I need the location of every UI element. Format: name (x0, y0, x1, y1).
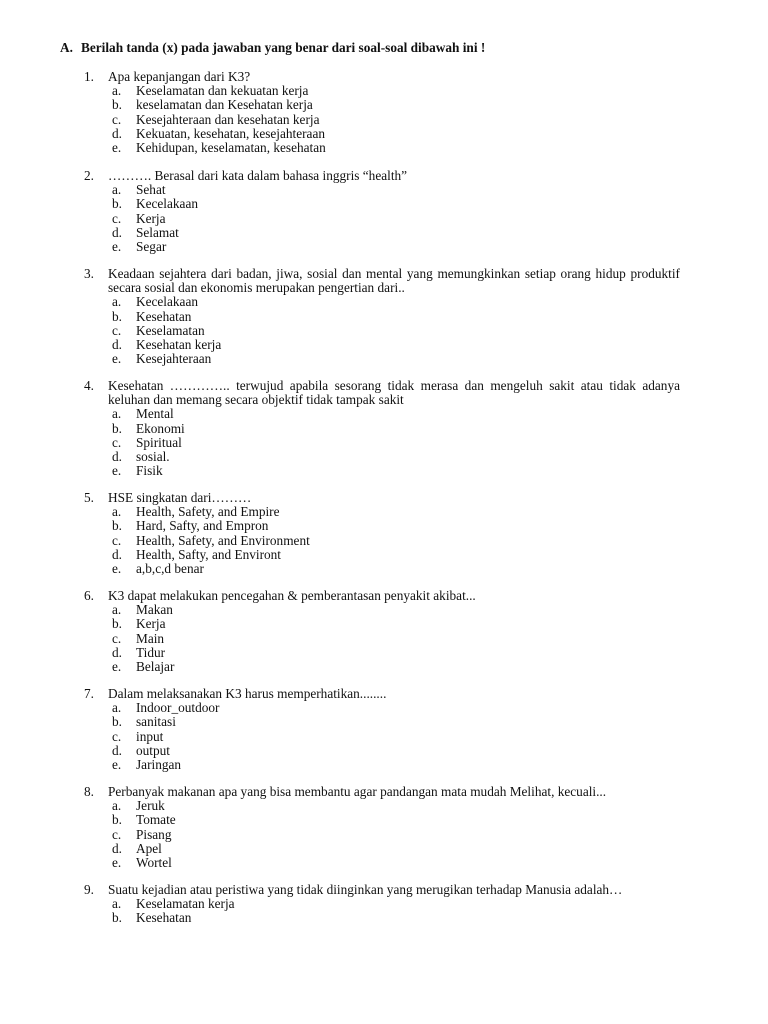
question-number: 3. (84, 266, 94, 281)
question-6 (84, 589, 680, 674)
option-b[interactable] (84, 98, 680, 112)
option-text: Keselamatan kerja (136, 896, 235, 912)
option-letter: b. (112, 714, 122, 730)
option-text: Kerja (136, 210, 166, 226)
options-list (84, 295, 680, 366)
option-letter: d. (112, 224, 122, 240)
option-text: Kekuatan, kesehatan, kesejahteraan (136, 125, 326, 141)
option-letter: d. (112, 840, 122, 856)
option-e[interactable] (84, 562, 680, 576)
question-number: 8. (84, 784, 94, 799)
question-number: 9. (84, 882, 94, 897)
option-letter: b. (112, 196, 122, 212)
option-letter: e. (112, 561, 122, 577)
option-b[interactable] (84, 617, 680, 631)
options-list (84, 84, 680, 155)
option-a[interactable] (84, 603, 680, 617)
option-letter: d. (112, 449, 122, 465)
option-text: Tomate (136, 812, 176, 828)
option-letter: d. (112, 546, 122, 562)
option-letter: c. (112, 111, 122, 127)
option-text: keselamatan dan Kesehatan kerja (136, 97, 313, 113)
option-c[interactable] (84, 534, 680, 548)
question-row (84, 785, 680, 799)
option-e[interactable] (84, 141, 680, 155)
option-text: Segar (136, 239, 167, 255)
option-d[interactable] (84, 744, 680, 758)
option-text: Kesehatan (136, 910, 192, 926)
option-c[interactable] (84, 324, 680, 338)
question-text: HSE singkatan dari……… (108, 490, 252, 505)
option-letter: d. (112, 125, 122, 141)
option-letter: c. (112, 532, 122, 548)
option-text: Jaringan (136, 757, 182, 773)
option-text: Health, Safty, and Environt (136, 546, 281, 562)
option-letter: b. (112, 308, 122, 324)
option-text: Jeruk (136, 798, 165, 814)
option-a[interactable] (84, 505, 680, 519)
option-letter: a. (112, 798, 122, 814)
option-e[interactable] (84, 464, 680, 478)
option-text: Selamat (136, 224, 179, 240)
option-text: Sehat (136, 182, 166, 198)
option-c[interactable] (84, 113, 680, 127)
option-c[interactable] (84, 212, 680, 226)
option-letter: b. (112, 420, 122, 436)
option-text: Pisang (136, 826, 172, 842)
option-text: Fisik (136, 463, 163, 479)
option-letter: e. (112, 140, 122, 156)
question-text: Apa kepanjangan dari K3? (108, 69, 251, 84)
option-letter: a. (112, 602, 122, 618)
option-text: Kesehatan (136, 308, 192, 324)
question-row (84, 267, 680, 295)
question-number: 6. (84, 588, 94, 603)
question-number: 7. (84, 686, 94, 701)
option-a[interactable] (84, 183, 680, 197)
options-list (84, 897, 680, 925)
question-number: 4. (84, 378, 94, 393)
section-heading (60, 40, 720, 56)
option-text: Kecelakaan (136, 196, 199, 212)
option-text: Keselamatan dan kekuatan kerja (136, 83, 309, 99)
question-row (84, 379, 680, 407)
option-a[interactable] (84, 897, 680, 911)
options-list (84, 183, 680, 254)
options-list (84, 603, 680, 674)
question-3 (84, 267, 680, 366)
section-title: Berilah tanda (x) pada jawaban yang benar dari soal-soal dibawah ini ! (81, 40, 486, 55)
option-letter: a. (112, 896, 122, 912)
option-c[interactable] (84, 828, 680, 842)
question-row (84, 70, 680, 84)
option-text: Health, Safety, and Environment (136, 532, 310, 548)
option-letter: c. (112, 728, 122, 744)
option-d[interactable] (84, 548, 680, 562)
question-row (84, 491, 680, 505)
options-list (84, 799, 680, 870)
option-d[interactable] (84, 646, 680, 660)
question-text: Suatu kejadian atau peristiwa yang tidak diinginkan yang merugikan terhadap Manusia adalah… (108, 882, 623, 897)
question-text: K3 dapat melakukan pencegahan & pemberantasan penyakit akibat... (108, 588, 476, 603)
option-e[interactable] (84, 758, 680, 772)
question-1 (84, 70, 680, 155)
option-text: Kerja (136, 616, 166, 632)
question-text: ………. Berasal dari kata dalam bahasa inggris “health” (108, 168, 408, 183)
option-a[interactable] (84, 701, 680, 715)
question-text: Dalam melaksanakan K3 harus memperhatikan........ (108, 686, 387, 701)
option-text: Kesehatan kerja (136, 337, 222, 353)
option-d[interactable] (84, 450, 680, 464)
question-text: Keadaan sejahtera dari badan, jiwa, sosial dan mental yang memungkinkan setiap orang hidup produktif secara sosial dan ekonomis merupakan pengertian dari.. (108, 266, 680, 296)
question-text: Perbanyak makanan apa yang bisa membantu agar pandangan mata mudah Melihat, kecuali... (108, 784, 607, 799)
option-d[interactable] (84, 127, 680, 141)
option-letter: a. (112, 700, 122, 716)
option-b[interactable] (84, 715, 680, 729)
question-2 (84, 169, 680, 254)
option-letter: e. (112, 659, 122, 675)
question-5 (84, 491, 680, 576)
option-letter: e. (112, 463, 122, 479)
option-b[interactable] (84, 422, 680, 436)
question-row (84, 883, 680, 897)
option-e[interactable] (84, 856, 680, 870)
option-letter: c. (112, 826, 122, 842)
option-text: Main (136, 630, 165, 646)
option-text: Keselamatan (136, 322, 205, 338)
option-letter: c. (112, 322, 122, 338)
options-list (84, 505, 680, 576)
option-e[interactable] (84, 240, 680, 254)
option-letter: a. (112, 83, 122, 99)
question-9 (84, 883, 680, 926)
question-number: 1. (84, 69, 94, 84)
option-b[interactable] (84, 519, 680, 533)
question-number: 2. (84, 168, 94, 183)
option-letter: a. (112, 294, 122, 310)
option-letter: d. (112, 644, 122, 660)
option-c[interactable] (84, 436, 680, 450)
option-text: sanitasi (136, 714, 176, 730)
question-row (84, 589, 680, 603)
option-letter: a. (112, 504, 122, 520)
option-c[interactable] (84, 730, 680, 744)
option-letter: d. (112, 742, 122, 758)
option-text: Makan (136, 602, 173, 618)
option-e[interactable] (84, 352, 680, 366)
option-e[interactable] (84, 660, 680, 674)
option-letter: e. (112, 239, 122, 255)
option-d[interactable] (84, 338, 680, 352)
option-text: Spiritual (136, 434, 182, 450)
option-text: sosial. (136, 449, 170, 465)
option-letter: b. (112, 616, 122, 632)
option-letter: c. (112, 434, 122, 450)
question-number: 5. (84, 490, 94, 505)
option-letter: b. (112, 910, 122, 926)
option-letter: e. (112, 855, 122, 871)
options-list (84, 407, 680, 478)
option-a[interactable] (84, 407, 680, 421)
option-text: output (136, 742, 170, 758)
question-4 (84, 379, 680, 478)
option-text: Kecelakaan (136, 294, 199, 310)
option-letter: c. (112, 210, 122, 226)
option-text: a,b,c,d benar (136, 561, 204, 577)
option-letter: b. (112, 97, 122, 113)
option-b[interactable] (84, 310, 680, 324)
option-text: Ekonomi (136, 420, 185, 436)
option-letter: d. (112, 337, 122, 353)
option-text: Kesejahteraan dan kesehatan kerja (136, 111, 320, 127)
option-letter: b. (112, 812, 122, 828)
option-letter: e. (112, 757, 122, 773)
option-letter: b. (112, 518, 122, 534)
option-b[interactable] (84, 911, 680, 925)
option-a[interactable] (84, 295, 680, 309)
option-d[interactable] (84, 226, 680, 240)
option-letter: a. (112, 182, 122, 198)
option-text: Kehidupan, keselamatan, kesehatan (136, 140, 326, 156)
option-c[interactable] (84, 632, 680, 646)
option-text: input (136, 728, 164, 744)
option-text: Hard, Safty, and Empron (136, 518, 269, 534)
option-text: Tidur (136, 644, 166, 660)
option-text: Apel (136, 840, 162, 856)
question-row (84, 169, 680, 183)
question-text: Kesehatan ………….. terwujud apabila sesorang tidak merasa dan mengeluh sakit atau tidak adanya keluhan dan memang secara objektif tidak tampak sakit (108, 378, 680, 408)
option-letter: e. (112, 351, 122, 367)
option-letter: c. (112, 630, 122, 646)
option-text: Wortel (136, 855, 172, 871)
section-letter: A. (60, 40, 73, 55)
option-text: Belajar (136, 659, 175, 675)
option-text: Health, Safety, and Empire (136, 504, 280, 520)
option-letter: a. (112, 406, 122, 422)
option-a[interactable] (84, 84, 680, 98)
option-text: Mental (136, 406, 174, 422)
options-list (84, 701, 680, 772)
option-text: Indoor_outdoor (136, 700, 220, 716)
option-a[interactable] (84, 799, 680, 813)
option-text: Kesejahteraan (136, 351, 212, 367)
question-row (84, 687, 680, 701)
question-7 (84, 687, 680, 772)
option-b[interactable] (84, 197, 680, 211)
option-d[interactable] (84, 842, 680, 856)
option-b[interactable] (84, 813, 680, 827)
question-8 (84, 785, 680, 870)
